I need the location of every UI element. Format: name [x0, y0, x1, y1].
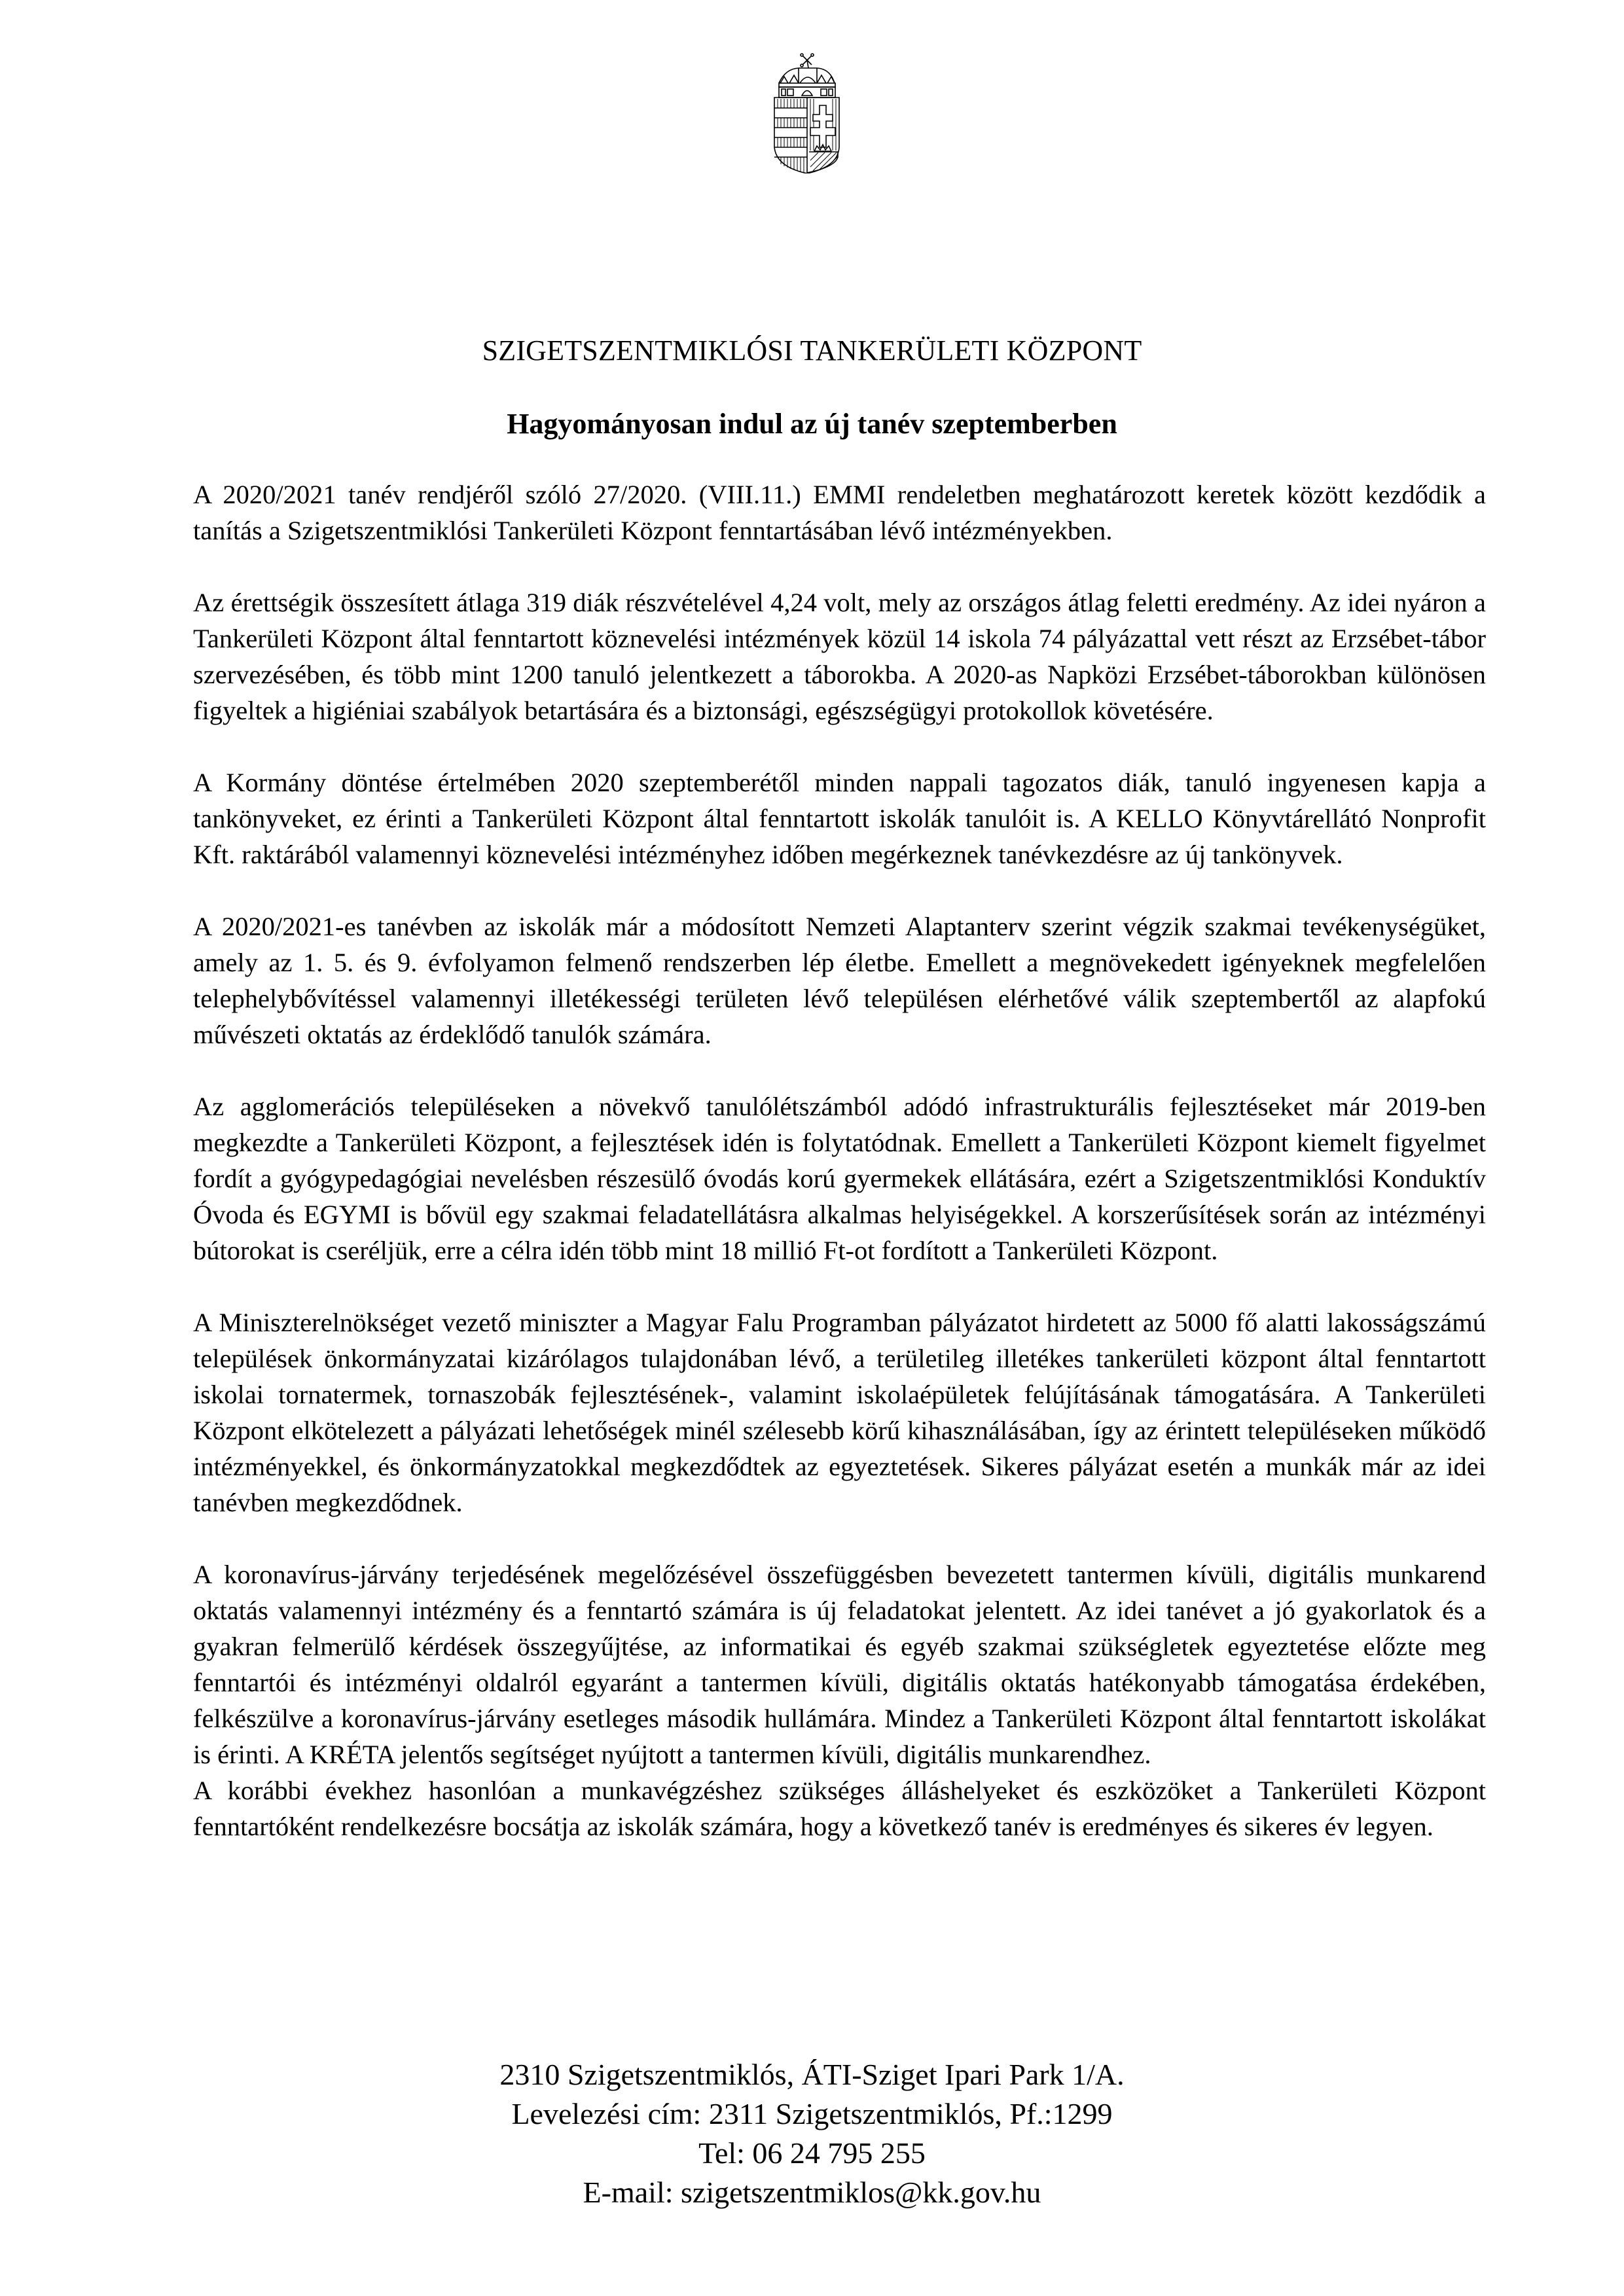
footer-postal-address: Levelezési cím: 2311 Szigetszentmiklós, Pf.:1299 [511, 2097, 1113, 2130]
footer-address: 2310 Szigetszentmiklós, ÁTI-Sziget Ipari Park 1/A. [499, 2058, 1125, 2091]
paragraph: A koronavírus-járvány terjedésének megelőzésével összefüggésben bevezetett tantermen kívüli, digitális munkarend oktatás valamennyi intézmény és a fenntartó számára is új feladatokat jelentett. Az idei tanévet a jó gyakorlatok és a gyakran felmerülő kérdések összegyűjtése, az informatikai és egyéb szakmai szükségletek egyeztetése előzte meg fenntartói és intézményi oldalról egyaránt a tantermen kívüli, digitális oktatás hatékonyabb támogatása érdekében, felkészülve a koronavírus-járvány esetleges második hullámára. Mindez a Tankerületi Központ által fenntartott iskolákat is érinti. A KRÉTA jelentős segítséget nyújtott a tantermen kívüli, digitális munkarendhez. [193, 1560, 1486, 1769]
page-title: Hagyományosan indul az új tanév szeptemberben [507, 408, 1117, 440]
paragraph: A 2020/2021 tanév rendjéről szóló 27/2020. (VIII.11.) EMMI rendeletben meghatározott keretek között kezdődik a tanítás a Szigetszentmiklósi Tankerületi Központ fenntartásában lévő intézményekben. [193, 480, 1486, 545]
organization-name: SZIGETSZENTMIKLÓSI TANKERÜLETI KÖZPONT [482, 334, 1142, 367]
footer-phone: Tel: 06 24 795 255 [698, 2136, 926, 2170]
paragraph: Az agglomerációs településeken a növekvő tanulólétszámból adódó infrastrukturális fejlesztéseket már 2019-ben megkezdte a Tankerületi Központ, a fejlesztések idén is folytatódnak. Emellett a Tankerületi Központ kiemelt figyelmet fordít a gyógypedagógiai nevelésben részesülő óvodás korú gyermekek ellátására, ezért a Szigetszentmiklósi Konduktív Óvoda és EGYMI is bővül egy szakmai feladatellátásra alkalmas helyiségekkel. A korszerűsítések során az intézményi bútorokat is cseréljük, erre a célra idén több mint 18 millió Ft-ot fordított a Tankerületi Központ. [193, 1092, 1486, 1265]
document-body [193, 476, 1486, 1880]
paragraph: Az érettségik összesített átlaga 319 diák részvételével 4,24 volt, mely az országos átlag feletti eredmény. Az idei nyáron a Tankerületi Központ által fenntartott köznevelési intézmények közül 14 iskola 74 pályázattal vett részt az Erzsébet-tábor szervezésében, és több mint 1200 tanuló jelentkezett a táborokba. A 2020-as Napközi Erzsébet-táborokban különösen figyeltek a higiéniai szabályok betartására és a biztonsági, egészségügyi protokollok követésére. [193, 588, 1486, 725]
hungarian-coat-of-arms-icon [772, 43, 841, 173]
paragraph: A 2020/2021-es tanévben az iskolák már a módosított Nemzeti Alaptanterv szerint végzik szakmai tevékenységüket, amely az 1. 5. és 9. évfolyamon felmenő rendszerben lép életbe. Emellett a megnövekedett igényeknek megfelelően telephelybővítéssel valamennyi illetékességi területen lévő településen elérhetővé válik szeptembertől az alapfokú művészeti oktatás az érdeklődő tanulók számára. [193, 912, 1486, 1049]
paragraph: A Kormány döntése értelmében 2020 szeptemberétől minden nappali tagozatos diák, tanuló ingyenesen kapja a tankönyveket, ez érinti a Tankerületi Központ által fenntartott iskolák tanulóit is. A KELLO Könyvtárellátó Nonprofit Kft. raktárából valamennyi köznevelési intézményhez időben megérkeznek tanévkezdésre az új tankönyvek. [193, 768, 1486, 869]
footer-contact [0, 2055, 1624, 2212]
footer-email: E-mail: szigetszentmiklos@kk.gov.hu [583, 2176, 1041, 2209]
paragraph: A Miniszterelnökséget vezető miniszter a Magyar Falu Programban pályázatot hirdetett az 5000 fő alatti lakosságszámú települések önkormányzatai kizárólagos tulajdonában lévő, a területileg illetékes tankerületi központ által fenntartott iskolai tornatermek, tornaszobák fejlesztésének-, valamint iskolaépületek felújításának támogatására. A Tankerületi Központ elkötelezett a pályázati lehetőségek minél szélesebb körű kihasználásában, így az érintett településeken működő intézményekkel, és önkormányzatokkal megkezdődtek az egyeztetések. Sikeres pályázat esetén a munkák már az idei tanévben megkezdődnek. [193, 1308, 1486, 1517]
paragraph: A korábbi évekhez hasonlóan a munkavégzéshez szükséges álláshelyeket és eszközöket a Tankerületi Központ fenntartóként rendelkezésre bocsátja az iskolák számára, hogy a következő tanév is eredményes és sikeres év legyen. [193, 1776, 1486, 1841]
